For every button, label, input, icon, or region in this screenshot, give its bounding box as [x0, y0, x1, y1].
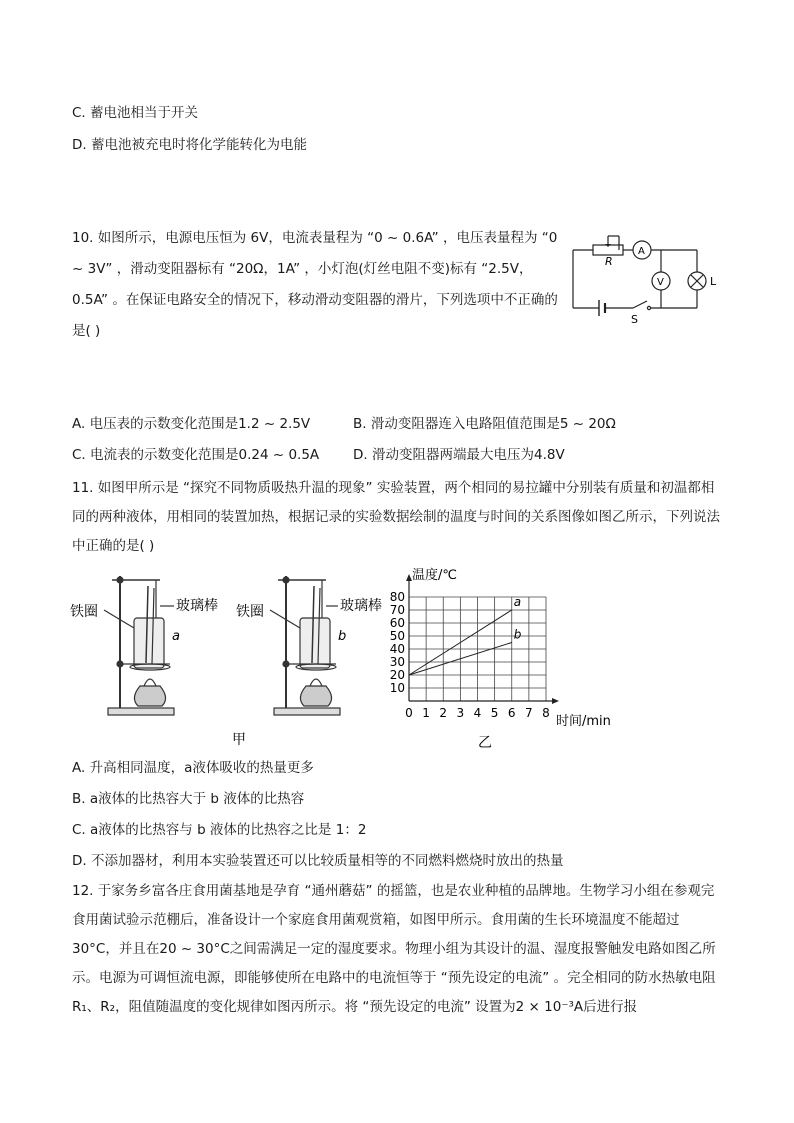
x-tick-label: 3: [456, 706, 465, 720]
label-S: S: [631, 313, 638, 326]
label-V: V: [657, 277, 664, 288]
q11-option-d: D. 不添加器材，利用本实验装置还可以比较质量相等的不同燃料燃烧时放出的热量: [72, 853, 564, 869]
x-tick-label: 1: [422, 706, 430, 720]
iron-ring-label-1: 铁圈: [70, 604, 98, 620]
q10-option-b: B. 滑动变阻器连入电路阻值范围是5 ~ 20Ω: [353, 416, 616, 432]
q11-apparatus-figure: [68, 568, 388, 748]
figure-jia-caption: 甲: [232, 732, 246, 748]
q10-circuit-diagram: [565, 228, 730, 328]
label-A: A: [638, 246, 645, 257]
q10-stem: 10. 如图所示，电源电压恒为 6V，电流表量程为 “0 ~ 0.6A” ，电压表量程为 “0 ~ 3V” ，滑动变阻器标有 “20Ω，1A” ，小灯泡(灯丝电阻不变)标有 “2.5V，0.5A” 。在保证电路安全的情况下，移动滑动变阻器的滑片，下列选项中不正确的是( ): [72, 230, 558, 339]
q11-option-c: C. a液体的比热容与 b 液体的比热容之比是 1：2: [72, 822, 367, 838]
y-tick-label: 30: [389, 655, 405, 669]
liquid-a-label: a: [172, 629, 180, 644]
x-tick-label: 6: [507, 706, 516, 720]
glass-rod-label-1: 玻璃棒: [176, 598, 218, 614]
q10-option-d: D. 滑动变阻器两端最大电压为4.8V: [353, 447, 565, 463]
y-tick-label: 70: [389, 603, 405, 617]
chart-x-label: 时间/min: [556, 714, 611, 729]
x-tick-label: 4: [473, 706, 482, 720]
y-tick-label: 60: [389, 616, 405, 630]
chart-caption: 乙: [478, 735, 492, 751]
chart-y-label: 温度/℃: [412, 568, 457, 583]
x-tick-label: 2: [439, 706, 448, 720]
x-tick-label: 5: [490, 706, 499, 720]
q10-option-a: A. 电压表的示数变化范围是1.2 ~ 2.5V: [72, 416, 311, 432]
q9-option-d: D. 蓄电池被充电时将化学能转化为电能: [72, 137, 307, 153]
q9-option-c: C. 蓄电池相当于开关: [72, 105, 199, 121]
q11-temperature-chart: [380, 565, 650, 755]
liquid-b-label: b: [338, 629, 347, 644]
label-R: R: [605, 255, 613, 268]
x-axis-arrow: [552, 698, 559, 704]
q11-stem: 11. 如图甲所示是 “探究不同物质吸热升温的现象” 实验装置，两个相同的易拉罐中分别装有质量和初温都相同的两种液体，用相同的装置加热，根据记录的实验数据绘制的温度与时间的关系图像如图乙所示，下列说法中正确的是( ): [72, 480, 720, 554]
q12-stem: 12. 于家务乡富各庄食用菌基地是孕育 “通州蘑菇” 的摇篮，也是农业种植的品牌地。生物学习小组在参观完食用菌试验示范棚后，准备设计一个家庭食用菌观赏箱，如图甲所示。食用菌的生长环境温度不能超过30°C，并且在20 ~ 30°C之间需满足一定的湿度要求。物理小组为其设计的温、湿度报警触发电路如图乙所示。电源为可调恒流电源，即能够使所在电路中的电流恒等于 “预先设定的电流” 。完全相同的防水热敏电阻R₁、R₂，阻值随温度的变化规律如图丙所示。将 “预先设定的电流” 设置为2 × 10⁻³A后进行报: [72, 883, 716, 1015]
glass-rod-label-2: 玻璃棒: [340, 598, 382, 614]
series-label-a: a: [513, 595, 522, 609]
y-tick-label: 40: [389, 642, 405, 656]
q10-option-c: C. 电流表的示数变化范围是0.24 ~ 0.5A: [72, 447, 320, 463]
x-tick-label: 7: [525, 706, 533, 720]
y-tick-label: 10: [389, 681, 405, 695]
q11-option-a: A. 升高相同温度，a液体吸收的热量更多: [72, 760, 314, 776]
series-label-b: b: [513, 627, 522, 642]
y-tick-label: 20: [389, 668, 405, 682]
q11-option-b: B. a液体的比热容大于 b 液体的比热容: [72, 791, 305, 807]
label-L: L: [710, 275, 717, 288]
x-tick-label: 8: [542, 706, 550, 720]
iron-ring-label-2: 铁圈: [236, 604, 264, 620]
y-tick-label: 80: [389, 590, 405, 604]
x-tick-label: 0: [405, 706, 413, 720]
y-tick-label: 50: [389, 629, 405, 643]
